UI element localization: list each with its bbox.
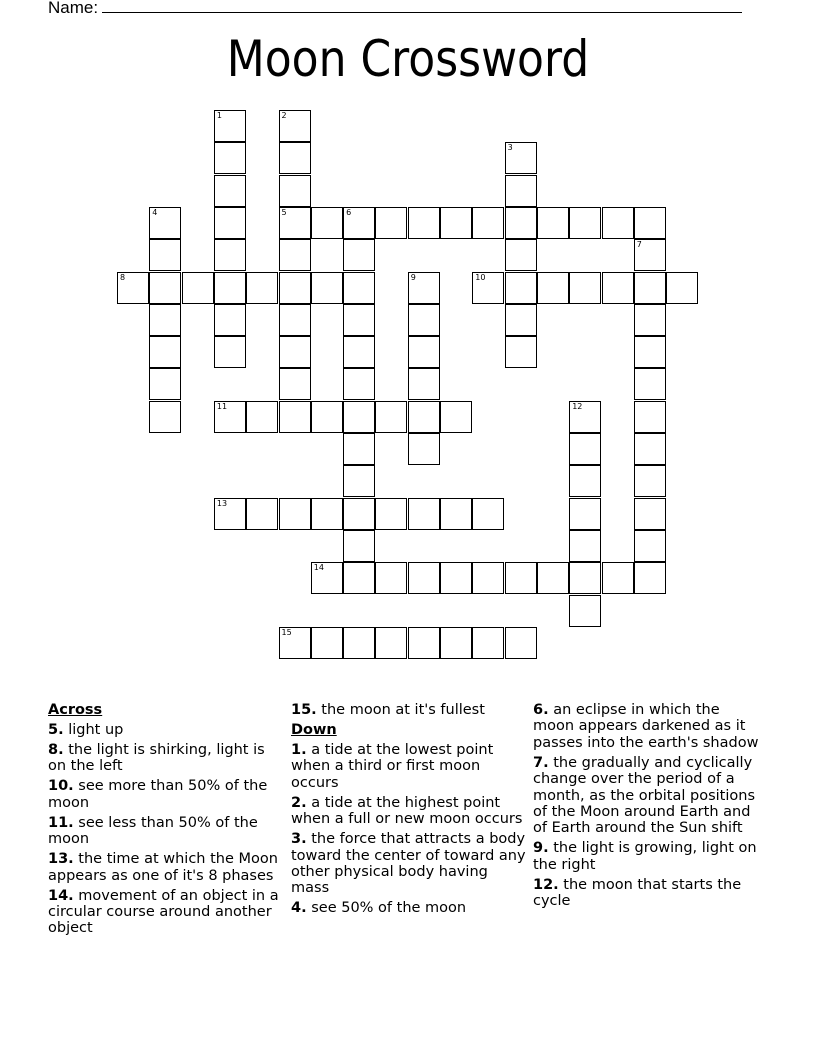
crossword-cell[interactable] [279, 401, 311, 433]
crossword-cell[interactable] [634, 465, 666, 497]
crossword-cell[interactable] [569, 498, 601, 530]
clue-across-15: 15. the moon at it's fullest [291, 702, 485, 718]
crossword-cell[interactable] [505, 336, 537, 368]
crossword-cell[interactable] [343, 498, 375, 530]
crossword-cell[interactable] [634, 498, 666, 530]
crossword-cell[interactable] [505, 207, 537, 239]
clue-down-2: 2. a tide at the highest point when a full or new moon occurs [291, 794, 523, 828]
crossword-cell[interactable] [569, 530, 601, 562]
clue-number: 14 [313, 563, 324, 573]
crossword-cell[interactable] [472, 272, 504, 304]
crossword-cell[interactable] [246, 272, 278, 304]
crossword-cell[interactable] [602, 272, 634, 304]
crossword-cell[interactable] [343, 530, 375, 562]
clue-across-13: 13. the time at which the Moon appears as one of it's 8 phases [48, 851, 278, 884]
crossword-cell[interactable] [214, 272, 246, 304]
clue-across-5: 5. light up [48, 722, 124, 738]
clue-down-9: 9. the light is growing, light on the right [533, 840, 757, 873]
crossword-cell[interactable] [505, 175, 537, 207]
crossword-cell[interactable] [472, 207, 504, 239]
crossword-cell[interactable] [214, 239, 246, 271]
crossword-cell[interactable] [343, 239, 375, 271]
crossword-cell[interactable] [569, 272, 601, 304]
clues-column-3 [533, 702, 765, 913]
crossword-cell[interactable] [440, 207, 472, 239]
crossword-cell[interactable] [472, 498, 504, 530]
crossword-cell[interactable] [343, 207, 375, 239]
crossword-cell[interactable] [214, 498, 246, 530]
crossword-cell[interactable] [311, 401, 343, 433]
crossword-cell[interactable] [569, 401, 601, 433]
crossword-cell[interactable] [408, 336, 440, 368]
crossword-cell[interactable] [343, 401, 375, 433]
clue-number: 12 [572, 401, 583, 411]
crossword-cell[interactable] [214, 336, 246, 368]
crossword-cell[interactable] [569, 433, 601, 465]
crossword-cell[interactable] [634, 336, 666, 368]
crossword-cell[interactable] [149, 304, 181, 336]
crossword-cell[interactable] [375, 627, 407, 659]
crossword-cell[interactable] [149, 401, 181, 433]
crossword-cell[interactable] [505, 627, 537, 659]
crossword-cell[interactable] [634, 401, 666, 433]
clue-number: 1 [216, 111, 222, 120]
crossword-cell[interactable] [505, 304, 537, 336]
crossword-cell[interactable] [149, 368, 181, 400]
crossword-cell[interactable] [279, 207, 311, 239]
clue-across-14: 14. movement of an object in a circular course around another object [48, 887, 279, 937]
clue-down-12: 12. the moon that starts the cycle [533, 876, 742, 910]
crossword-cell[interactable] [634, 304, 666, 336]
crossword-cell[interactable] [343, 562, 375, 594]
crossword-cell[interactable] [634, 562, 666, 594]
crossword-cell[interactable] [279, 627, 311, 659]
crossword-cell[interactable] [149, 272, 181, 304]
crossword-cell[interactable] [117, 272, 149, 304]
crossword-cell[interactable] [214, 304, 246, 336]
crossword-cell[interactable] [279, 239, 311, 271]
crossword-cell[interactable] [343, 433, 375, 465]
crossword-cell[interactable] [246, 401, 278, 433]
crossword-cell[interactable] [375, 401, 407, 433]
clue-number: 13 [216, 498, 228, 508]
clue-number: 6 [346, 207, 352, 217]
crossword-cell[interactable] [279, 175, 311, 207]
crossword-cell[interactable] [505, 142, 537, 174]
crossword-cell[interactable] [246, 498, 278, 530]
clue-down-4: 4. see 50% of the moon [291, 900, 467, 917]
crossword-cell[interactable] [279, 304, 311, 336]
crossword-cell[interactable] [311, 207, 343, 239]
crossword-cell[interactable] [279, 336, 311, 368]
crossword-cell[interactable] [343, 465, 375, 497]
crossword-cell[interactable] [537, 272, 569, 304]
crossword-cell[interactable] [375, 562, 407, 594]
crossword-cell[interactable] [440, 562, 472, 594]
down-heading: Down [291, 722, 337, 738]
page-title: Moon Crossword [226, 30, 590, 88]
clue-number: 15 [281, 627, 292, 637]
crossword-cell[interactable] [569, 595, 601, 627]
crossword-cell[interactable] [569, 465, 601, 497]
crossword-cell[interactable] [440, 627, 472, 659]
crossword-cell[interactable] [408, 304, 440, 336]
clues-column-2 [291, 702, 527, 920]
clues-column-1 [48, 702, 280, 940]
crossword-cell[interactable] [279, 110, 311, 142]
crossword-cell[interactable] [311, 272, 343, 304]
crossword-cell[interactable] [343, 627, 375, 659]
crossword-cell[interactable] [311, 498, 343, 530]
crossword-cell[interactable] [408, 498, 440, 530]
crossword-cell[interactable] [279, 272, 311, 304]
crossword-cell[interactable] [214, 207, 246, 239]
crossword-cell[interactable] [408, 368, 440, 400]
across-heading: Across [48, 702, 103, 718]
clue-number: 2 [281, 111, 287, 120]
crossword-cell[interactable] [634, 239, 666, 271]
crossword-cell[interactable] [634, 368, 666, 400]
crossword-cell[interactable] [279, 142, 311, 174]
crossword-cell[interactable] [440, 498, 472, 530]
clue-down-1: 1. a tide at the lowest point when a third or first moon occurs [291, 742, 494, 791]
crossword-cell[interactable] [375, 498, 407, 530]
crossword-cell[interactable] [666, 272, 698, 304]
crossword-cell[interactable] [343, 368, 375, 400]
crossword-cell[interactable] [537, 207, 569, 239]
crossword-cell[interactable] [214, 142, 246, 174]
crossword-cell[interactable] [537, 562, 569, 594]
crossword-cell[interactable] [505, 239, 537, 271]
crossword-cell[interactable] [408, 207, 440, 239]
crossword-cell[interactable] [214, 401, 246, 433]
crossword-cell[interactable] [214, 110, 246, 142]
crossword-cell[interactable] [311, 562, 343, 594]
crossword-cell[interactable] [602, 562, 634, 594]
crossword-cell[interactable] [634, 272, 666, 304]
crossword-cell[interactable] [408, 433, 440, 465]
crossword-cell[interactable] [505, 562, 537, 594]
clue-number: 8 [120, 272, 126, 282]
clue-across-8: 8. the light is shirking, light is on the left [48, 742, 265, 775]
crossword-cell[interactable] [440, 401, 472, 433]
clue-number: 9 [410, 272, 416, 282]
crossword-cell[interactable] [343, 272, 375, 304]
crossword-cell[interactable] [408, 401, 440, 433]
clue-number: 3 [507, 143, 513, 153]
crossword-cell[interactable] [408, 562, 440, 594]
name-label: Name: [48, 0, 99, 17]
crossword-cell[interactable] [375, 207, 407, 239]
crossword-cell[interactable] [279, 368, 311, 400]
clue-down-3: 3. the force that attracts a body toward the center of toward any other physical body having mass [291, 831, 526, 897]
clue-number: 11 [216, 401, 228, 411]
crossword-cell[interactable] [149, 336, 181, 368]
crossword-cell[interactable] [634, 207, 666, 239]
crossword-cell[interactable] [149, 207, 181, 239]
crossword-cell[interactable] [569, 207, 601, 239]
clue-down-6: 6. an eclipse in which the moon appears darkened as it passes into the earth's shadow [533, 702, 759, 751]
crossword-cell[interactable] [279, 498, 311, 530]
clue-down-7: 7. the gradually and cyclically change over the period of a month, as the orbital positions of the Moon around Earth and of Earth around the Sun shift [533, 754, 755, 837]
crossword-cell[interactable] [149, 239, 181, 271]
crossword-cell[interactable] [343, 304, 375, 336]
clue-number: 5 [281, 207, 287, 217]
clue-across-11: 11. see less than 50% of the moon [48, 814, 258, 848]
crossword-cell[interactable] [182, 272, 214, 304]
crossword-cell[interactable] [602, 207, 634, 239]
crossword-cell[interactable] [634, 433, 666, 465]
crossword-cell[interactable] [408, 272, 440, 304]
clue-across-10: 10. see more than 50% of the moon [48, 778, 268, 811]
crossword-cell[interactable] [472, 627, 504, 659]
crossword-cell[interactable] [569, 562, 601, 594]
crossword-cell[interactable] [472, 562, 504, 594]
clue-number: 10 [475, 272, 486, 282]
crossword-cell[interactable] [214, 175, 246, 207]
clue-number: 4 [152, 207, 158, 217]
crossword-cell[interactable] [634, 530, 666, 562]
clue-number: 7 [636, 240, 642, 250]
crossword-cell[interactable] [408, 627, 440, 659]
crossword-cell[interactable] [343, 336, 375, 368]
crossword-cell[interactable] [505, 272, 537, 304]
crossword-cell[interactable] [311, 627, 343, 659]
